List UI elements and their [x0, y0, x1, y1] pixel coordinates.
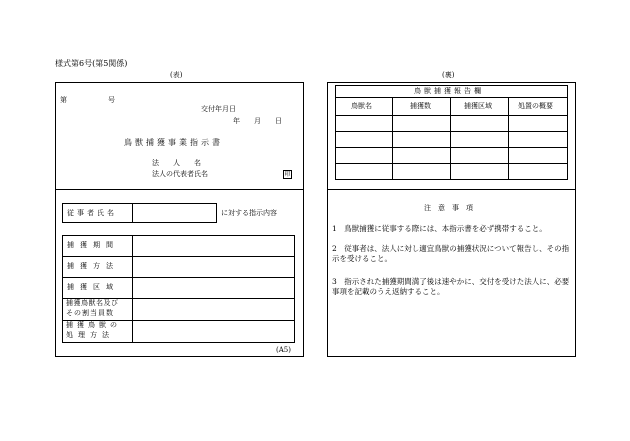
front-divider	[55, 189, 304, 190]
number-suffix: 号	[108, 96, 115, 104]
details-col-divider	[132, 235, 133, 343]
report-table	[335, 85, 568, 180]
worker-box-divider	[132, 203, 133, 223]
note-1: 1 鳥獣捕獲に従事する際には、本指示書を必ず携帯すること。	[332, 224, 547, 233]
front-label: (表)	[170, 71, 183, 79]
row-label-species-2: その割当員数	[66, 309, 114, 317]
worker-suffix: に対する指示内容	[221, 209, 277, 217]
note-2: 2 従事者は、法人に対し適宜鳥獣の捕獲状況について報告し、その指示を受けること。	[332, 244, 570, 263]
doc-title: 鳥獣捕獲事業指示書	[124, 138, 223, 147]
seal-mark: 印	[284, 171, 291, 178]
corp-name-label: 法 人 名	[152, 159, 201, 167]
issue-date-ymd: 年 月 日	[233, 117, 282, 125]
back-label: (裏)	[442, 71, 455, 79]
col-header-measures: 処置の概要	[518, 102, 553, 110]
report-row-line	[335, 163, 568, 164]
report-row-line	[335, 147, 568, 148]
size-mark: (A5)	[276, 346, 291, 354]
form-title: 様式第6号(第5関係)	[55, 59, 128, 68]
number-prefix: 第	[60, 96, 67, 104]
row-label-period: 捕獲期間	[67, 241, 119, 249]
report-col-divider	[450, 97, 451, 180]
notes-title: 注 意 事 項	[424, 204, 473, 212]
details-row-line	[62, 256, 295, 257]
issue-date-label: 交付年月日	[201, 105, 236, 113]
row-label-disposal-2: 処理方法	[66, 331, 114, 339]
col-header-species: 鳥獣名	[351, 102, 372, 110]
row-label-disposal-1: 捕獲鳥獣の	[66, 321, 121, 329]
report-col-divider	[392, 97, 393, 180]
note-3: 3 指示された捕獲期間満了後は速やかに、交付を受けた法人に、必要事項を記載のうえ返納すること。	[332, 277, 570, 296]
report-row-line	[335, 115, 568, 116]
col-header-area: 捕獲区域	[464, 102, 492, 110]
col-header-count: 捕獲数	[410, 102, 431, 110]
rep-name-label: 法人の代表者氏名	[152, 170, 208, 178]
report-col-divider	[508, 97, 509, 180]
back-divider	[327, 189, 576, 190]
row-label-area: 捕獲区域	[67, 283, 119, 291]
details-row-line	[62, 277, 295, 278]
row-label-species-1: 捕獲鳥獣名及び	[66, 299, 119, 307]
report-title-line	[335, 97, 568, 98]
report-row-line	[335, 131, 568, 132]
row-label-method: 捕獲方法	[67, 262, 119, 270]
report-title: 鳥獣捕獲報告欄	[414, 87, 484, 95]
worker-label: 従事者氏名	[67, 209, 117, 217]
